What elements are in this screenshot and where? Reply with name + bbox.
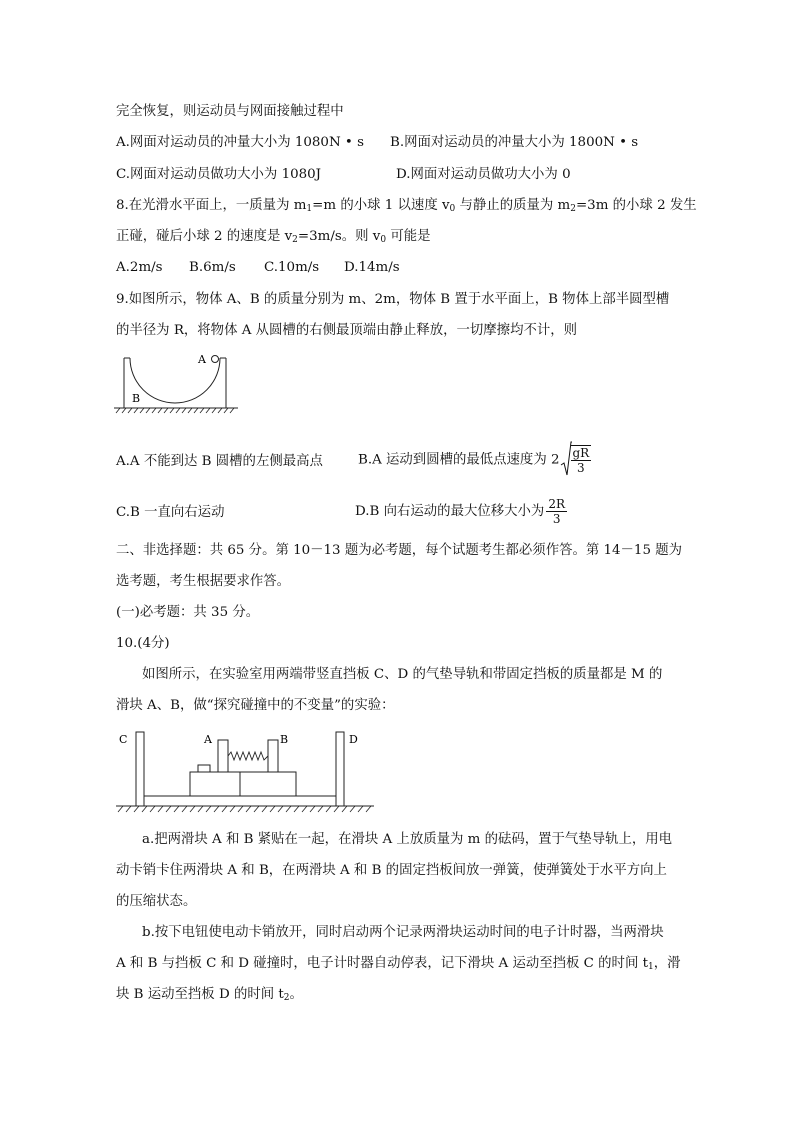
q9-option-a: A.A 不能到达 B 圆槽的左侧最高点 [116, 454, 323, 469]
q9-figure-groove [112, 350, 240, 418]
q10-figure-label-a: A [204, 733, 212, 746]
q10-figure-label-c: C [119, 733, 128, 746]
q7-option-c: C.网面对运动员做功大小为 1080J [116, 167, 322, 182]
q10-step-b-line2: A 和 B 与挡板 C 和 D 碰撞时，电子计时器自动停表，记下滑块 A 运动至挡板 C 的时间 $t_1$，滑 [116, 956, 681, 972]
q8-option-d: D.14m/s [344, 260, 400, 275]
q9-option-d: D.B 向右运动的最大位移大小为 $\frac{2R}{3}$ [355, 497, 565, 526]
q7-option-d: D.网面对运动员做功大小为 0 [396, 167, 571, 182]
q10-intro-line2: 滑块 A、B，做“探究碰撞中的不变量”的实验： [116, 698, 395, 713]
q8-option-b: B.6m/s [189, 260, 236, 275]
q9-figure-label-b: B [132, 392, 141, 405]
q10-step-a-line2: 动卡销卡住两滑块 A 和 B，在两滑块 A 和 B 的固定挡板间放一弹簧，使弹簧处于水平方向上 [116, 863, 667, 878]
q9-figure-label-a: A [198, 353, 206, 366]
q10-figure-label-d: D [349, 733, 358, 746]
q8-option-a: A.2m/s [116, 260, 163, 275]
q7-continuation: 完全恢复，则运动员与网面接触过程中 [116, 104, 344, 119]
q9-option-c: C.B 一直向右运动 [116, 505, 225, 520]
q10-step-a-line1: a.把两滑块 A 和 B 紧贴在一起，在滑块 A 上放质量为 m 的砝码，置于气垫导轨上，用电 [142, 832, 673, 847]
q8-option-c: C.10m/s [264, 260, 320, 275]
q8-stem-line2: 正碰，碰后小球 2 的速度是 $v_2=3m/s$。则 $v_0$ 可能是 [116, 229, 431, 245]
q10-step-b-line1: b.按下电钮使电动卡销放开，同时启动两个记录两滑块运动时间的电子计时器，当两滑块 [142, 925, 664, 940]
section2-line2: 选考题，考生根据要求作答。 [116, 574, 291, 589]
q10-figure-label-b: B [280, 733, 289, 746]
q8-stem-line1: 8.在光滑水平面上，一质量为 $m_1=m$ 的小球 1 以速度 $v_0$ 与静止的质量为 $m_2=3m$ 的小球 2 发生 [116, 198, 697, 214]
q10-step-b-line3: 块 B 运动至挡板 D 的时间 $t_2$。 [116, 987, 303, 1003]
q10-header: 10.(4分) [116, 636, 170, 651]
section2-required: (一)必考题：共 35 分。 [116, 605, 260, 620]
q9-stem-line2: 的半径为 R，将物体 A 从圆槽的右侧最顶端由静止释放，一切摩擦均不计，则 [116, 323, 578, 338]
section2-line1: 二、非选择题：共 65 分。第 10－13 题为必考题，每个试题考生都必须作答。第 14－15 题为 [116, 543, 683, 558]
q10-figure-air-track [114, 726, 376, 820]
q7-option-a: A.网面对运动员的冲量大小为 1080N • s [116, 135, 364, 150]
sqrt-expression: $\frac{gR}{3}$ [560, 440, 594, 480]
q7-option-b: B.网面对运动员的冲量大小为 1800N • s [390, 135, 639, 150]
q9-stem-line1: 9.如图所示，物体 A、B 的质量分别为 m、2m，物体 B 置于水平面上，B 物体上部半圆型槽 [116, 292, 670, 307]
q9-option-b: B.A 运动到圆槽的最低点速度为 2 $\frac{gR}{3}$ [358, 440, 593, 481]
q10-intro-line1: 如图所示，在实验室用两端带竖直挡板 C、D 的气垫导轨和带固定挡板的质量都是 M 的 [142, 667, 663, 682]
q10-step-a-line3: 的压缩状态。 [116, 894, 197, 909]
